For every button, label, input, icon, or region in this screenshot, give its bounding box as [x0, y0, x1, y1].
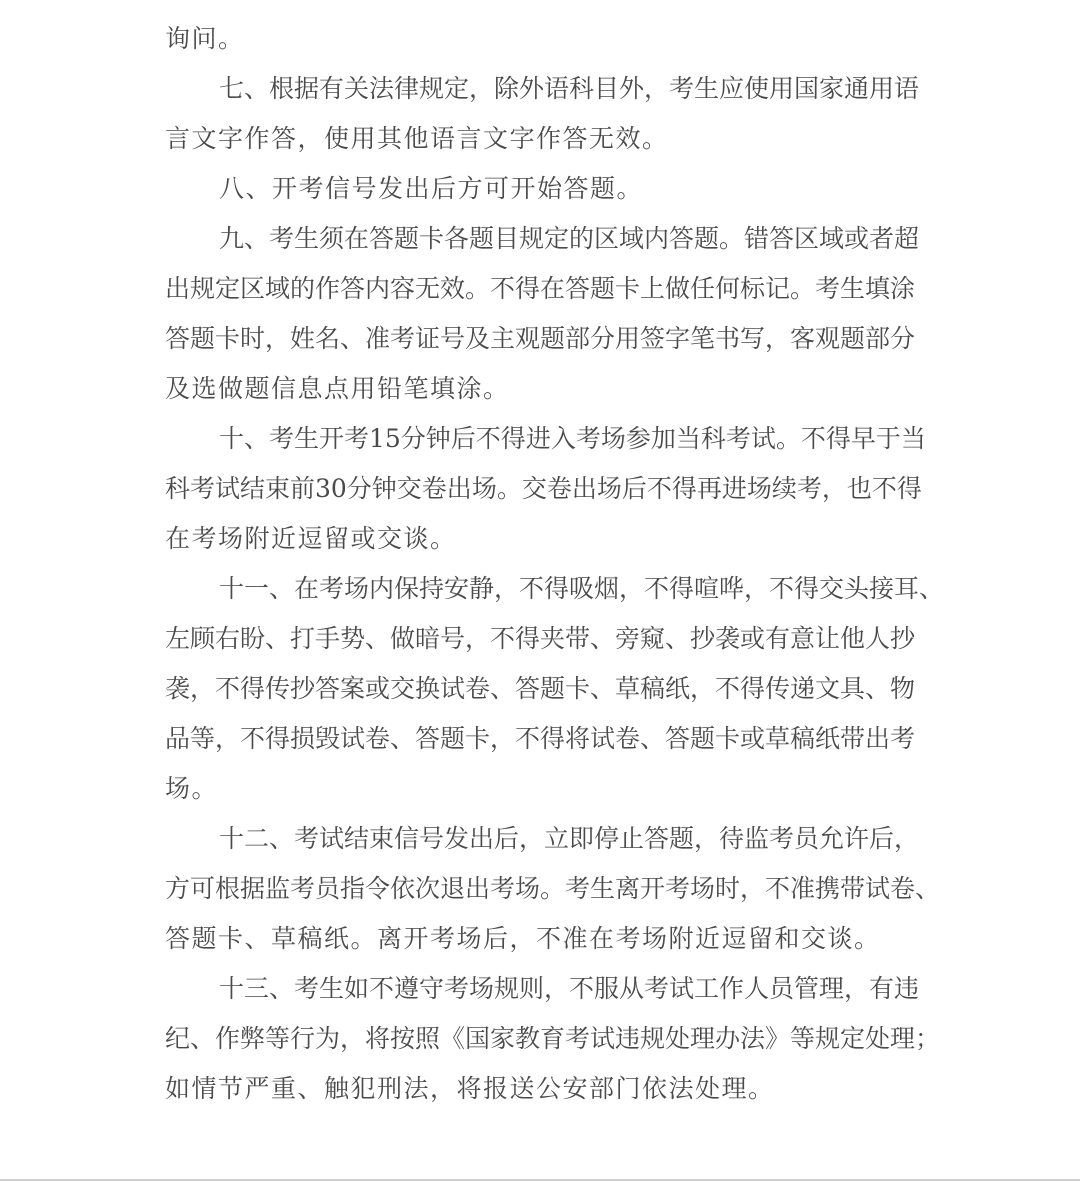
paragraph-item-9 [165, 214, 920, 414]
text-line: 十三、考生如不遵守考场规则，不服从考试工作人员管理，有违 [219, 974, 920, 1003]
text-line: 答题卡时，姓名、准考证号及主观题部分用签字笔书写，客观题部分 [165, 324, 916, 353]
text-line: 品等，不得损毁试卷、答题卡，不得将试卷、答题卡或草稿纸带出考 [165, 724, 916, 753]
document-page [165, 14, 945, 1114]
text-line: 出规定区域的作答内容无效。不得在答题卡上做任何标记。考生填涂 [165, 274, 916, 303]
text-line: 袭，不得传抄答案或交换试卷、答题卡、草稿纸，不得传递文具、物 [165, 674, 916, 703]
text-line: 八、开考信号发出后方可开始答题。 [219, 174, 644, 203]
text-line: 纪、作弊等行为，将按照《国家教育考试违规处理办法》等规定处理； [165, 1024, 941, 1053]
text-line: 及选做题信息点用铅笔填涂。 [165, 374, 510, 403]
text-line: 询问。 [165, 24, 245, 53]
text-line: 言文字作答，使用其他语言文字作答无效。 [165, 124, 669, 153]
text-line: 场。 [165, 774, 219, 803]
text-line: 十二、考试结束信号发出后，立即停止答题，待监考员允许后， [219, 824, 920, 853]
paragraph-item-13 [165, 964, 941, 1114]
text-line: 在考场附近逗留或交谈。 [165, 524, 457, 553]
text-line: 七、根据有关法律规定，除外语科目外，考生应使用国家通用语 [219, 74, 920, 103]
text-line: 十一、在考场内保持安静，不得吸烟，不得喧哗，不得交头接耳、 [219, 574, 945, 603]
text-line: 如情节严重、触犯刑法，将报送公安部门依法处理。 [165, 1074, 775, 1103]
paragraph-item-10 [165, 414, 926, 564]
text-line: 十、考生开考15分钟后不得进入考场参加当科考试。不得早于当 [219, 424, 926, 453]
text-line: 科考试结束前30分钟交卷出场。交卷出场后不得再进场续考，也不得 [165, 474, 922, 503]
text-line: 答题卡、草稿纸。离开考场后，不准在考场附近逗留和交谈。 [165, 924, 881, 953]
paragraph-item-8 [165, 164, 915, 214]
text-line: 左顾右盼、打手势、做暗号，不得夹带、旁窥、抄袭或有意让他人抄 [165, 624, 916, 653]
paragraph-continuation [165, 14, 915, 64]
paragraph-item-7 [165, 64, 920, 164]
text-line: 九、考生须在答题卡各题目规定的区域内答题。错答区域或者超 [219, 224, 920, 253]
text-line: 方可根据监考员指令依次退出考场。考生离开考场时，不准携带试卷、 [165, 874, 941, 903]
paragraph-item-12 [165, 814, 941, 964]
paragraph-item-11 [165, 564, 945, 814]
